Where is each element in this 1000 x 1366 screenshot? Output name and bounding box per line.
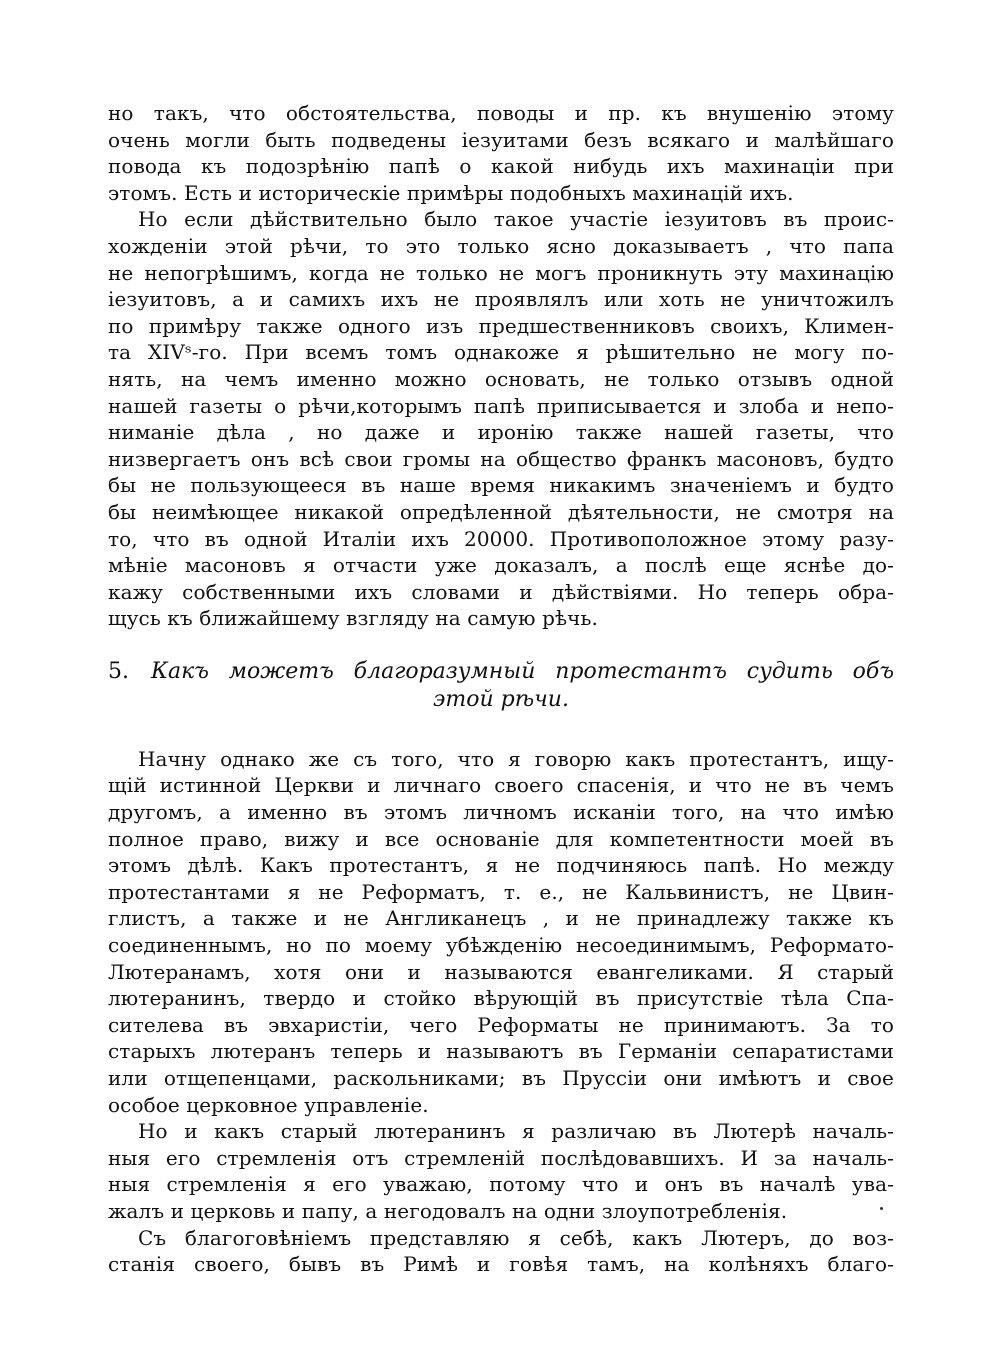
- text-line: глистъ, а также и не Англиканецъ , и не принадлежу также къ: [108, 906, 894, 931]
- text-line: ныя его стремленія отъ стремленій послѣдовавшихъ. И за началь-: [108, 1145, 894, 1170]
- text-line: ныя стремленія я его уважаю, потому что и онъ въ началѣ ува-: [108, 1172, 894, 1197]
- paragraph-4: [108, 1118, 894, 1224]
- paragraph-5: [108, 1225, 894, 1278]
- text-line: этомъ дѣлѣ. Какъ протестантъ, я не подчиняюсь папѣ. Но между: [108, 853, 894, 878]
- text-line: протестантами я не Реформатъ, т. е., не Кальвинистъ, не Цвин-: [108, 879, 894, 904]
- text-line: Но если дѣйствительно было такое участіе іезуитовъ въ проис-: [138, 207, 894, 232]
- section-heading-line-1: [108, 658, 894, 686]
- text-line: станія своего, бывъ въ Римѣ и говѣя тамъ, на колѣняхъ благо-: [108, 1252, 894, 1277]
- text-line: полное право, вижу и все основаніе для компетентности моей въ: [108, 826, 894, 851]
- text-line: іезуитовъ, а и самихъ ихъ не проявлялъ или хоть не уничтожилъ: [108, 287, 894, 312]
- section-heading-line-2: этой рѣчи.: [433, 686, 569, 712]
- text-line: или отщепенцами, раскольниками; въ Пруссіи они имѣютъ и свое: [108, 1066, 894, 1090]
- text-line: лютеранинъ, твердо и стойко вѣрующій въ присутствіе тѣла Спа-: [108, 986, 894, 1011]
- text-line: бы не пользующееся въ наше время никакимъ значеніемъ и будто: [108, 473, 894, 498]
- text-line: Лютеранамъ, хотя они и называются евангеликами. Я старый: [108, 959, 894, 984]
- text-line: то, что въ одной Италіи ихъ 20000. Противоположное этому разу-: [108, 526, 894, 551]
- text-line: особое церковное управленіе.: [108, 1092, 429, 1117]
- text-line: другомъ, а именно въ этомъ личномъ исканіи того, на что имѣю: [108, 800, 894, 825]
- paragraph-3: [108, 746, 894, 1118]
- text-line: но такъ, что обстоятельства, поводы и пр. къ внушенію этому: [108, 101, 894, 125]
- text-line: нять, на чемъ именно можно основать, не только отзывъ одной: [108, 366, 894, 391]
- text-line: этомъ. Есть и историческіе примѣры подобныхъ махинацій ихъ.: [108, 180, 794, 205]
- text-line: хожденіи этой рѣчи, то это только ясно доказываетъ , что папа: [108, 233, 894, 258]
- text-line: Съ благоговѣніемъ представляю я себѣ, какъ Лютеръ, до воз-: [138, 1225, 894, 1250]
- text-line: по примѣру также одного изъ предшественниковъ своихъ, Климен-: [108, 313, 894, 338]
- text-line: Начну однако же съ того, что я говорю какъ протестантъ, ищу-: [138, 746, 894, 771]
- print-speck: [880, 1207, 883, 1210]
- text-line: бы неимѣющее никакой опредѣленной дѣятельности, не смотря на: [108, 499, 894, 524]
- section-heading: [108, 658, 894, 714]
- text-line: Но и какъ старый лютеранинъ я различаю въ Лютерѣ началь-: [138, 1119, 894, 1144]
- text-line: ниманіе дѣла , но даже и иронію также нашей газеты, что: [108, 420, 894, 445]
- text-line: нашей газеты о рѣчи,которымъ папѣ приписывается и злоба и непо-: [108, 393, 894, 418]
- text-line: та XIVˢ-го. При всемъ томъ однакоже я рѣшительно не могу по-: [108, 340, 894, 365]
- text-line: жалъ и церковь и папу, а негодовалъ на одни злоупотребленія.: [108, 1198, 788, 1223]
- text-line: кажу собственными ихъ словами и дѣйствіями. Но теперь обра-: [108, 579, 894, 604]
- paragraph-2: [108, 206, 894, 632]
- text-line: мѣніе масоновъ я отчасти уже доказалъ, а послѣ еще яснѣе до-: [108, 553, 894, 578]
- section-title-part-1: Какъ можетъ благоразумный протестантъ судить объ: [151, 658, 894, 684]
- text-line: очень могли быть подведены іезуитами безъ всякаго и малѣйшаго: [108, 127, 894, 152]
- text-line: низвергаетъ онъ всѣ свои громы на общество франкъ масоновъ, будто: [108, 446, 894, 471]
- book-page: [108, 100, 894, 1278]
- paragraph-1: [108, 100, 894, 206]
- text-line: щій истинной Церкви и личнаго своего спасенія, и что не въ чемъ: [108, 773, 894, 798]
- text-line: щусь къ ближайшему взгляду на самую рѣчь.: [108, 606, 598, 631]
- section-number: 5.: [108, 658, 129, 684]
- text-line: старыхъ лютеранъ теперь и называютъ въ Германіи сепаратистами: [108, 1039, 894, 1064]
- text-line: сителева въ эвхаристіи, чего Реформаты не принимаютъ. За то: [108, 1012, 894, 1037]
- text-line: не непогрѣшимъ, когда не только не могъ проникнуть эту махинацію: [108, 260, 894, 285]
- text-line: соединеннымъ, но по моему убѣжденію несоединимымъ, Реформато-: [108, 933, 894, 958]
- text-line: повода къ подозрѣнію папѣ о какой нибудь ихъ махинаціи при: [108, 154, 894, 179]
